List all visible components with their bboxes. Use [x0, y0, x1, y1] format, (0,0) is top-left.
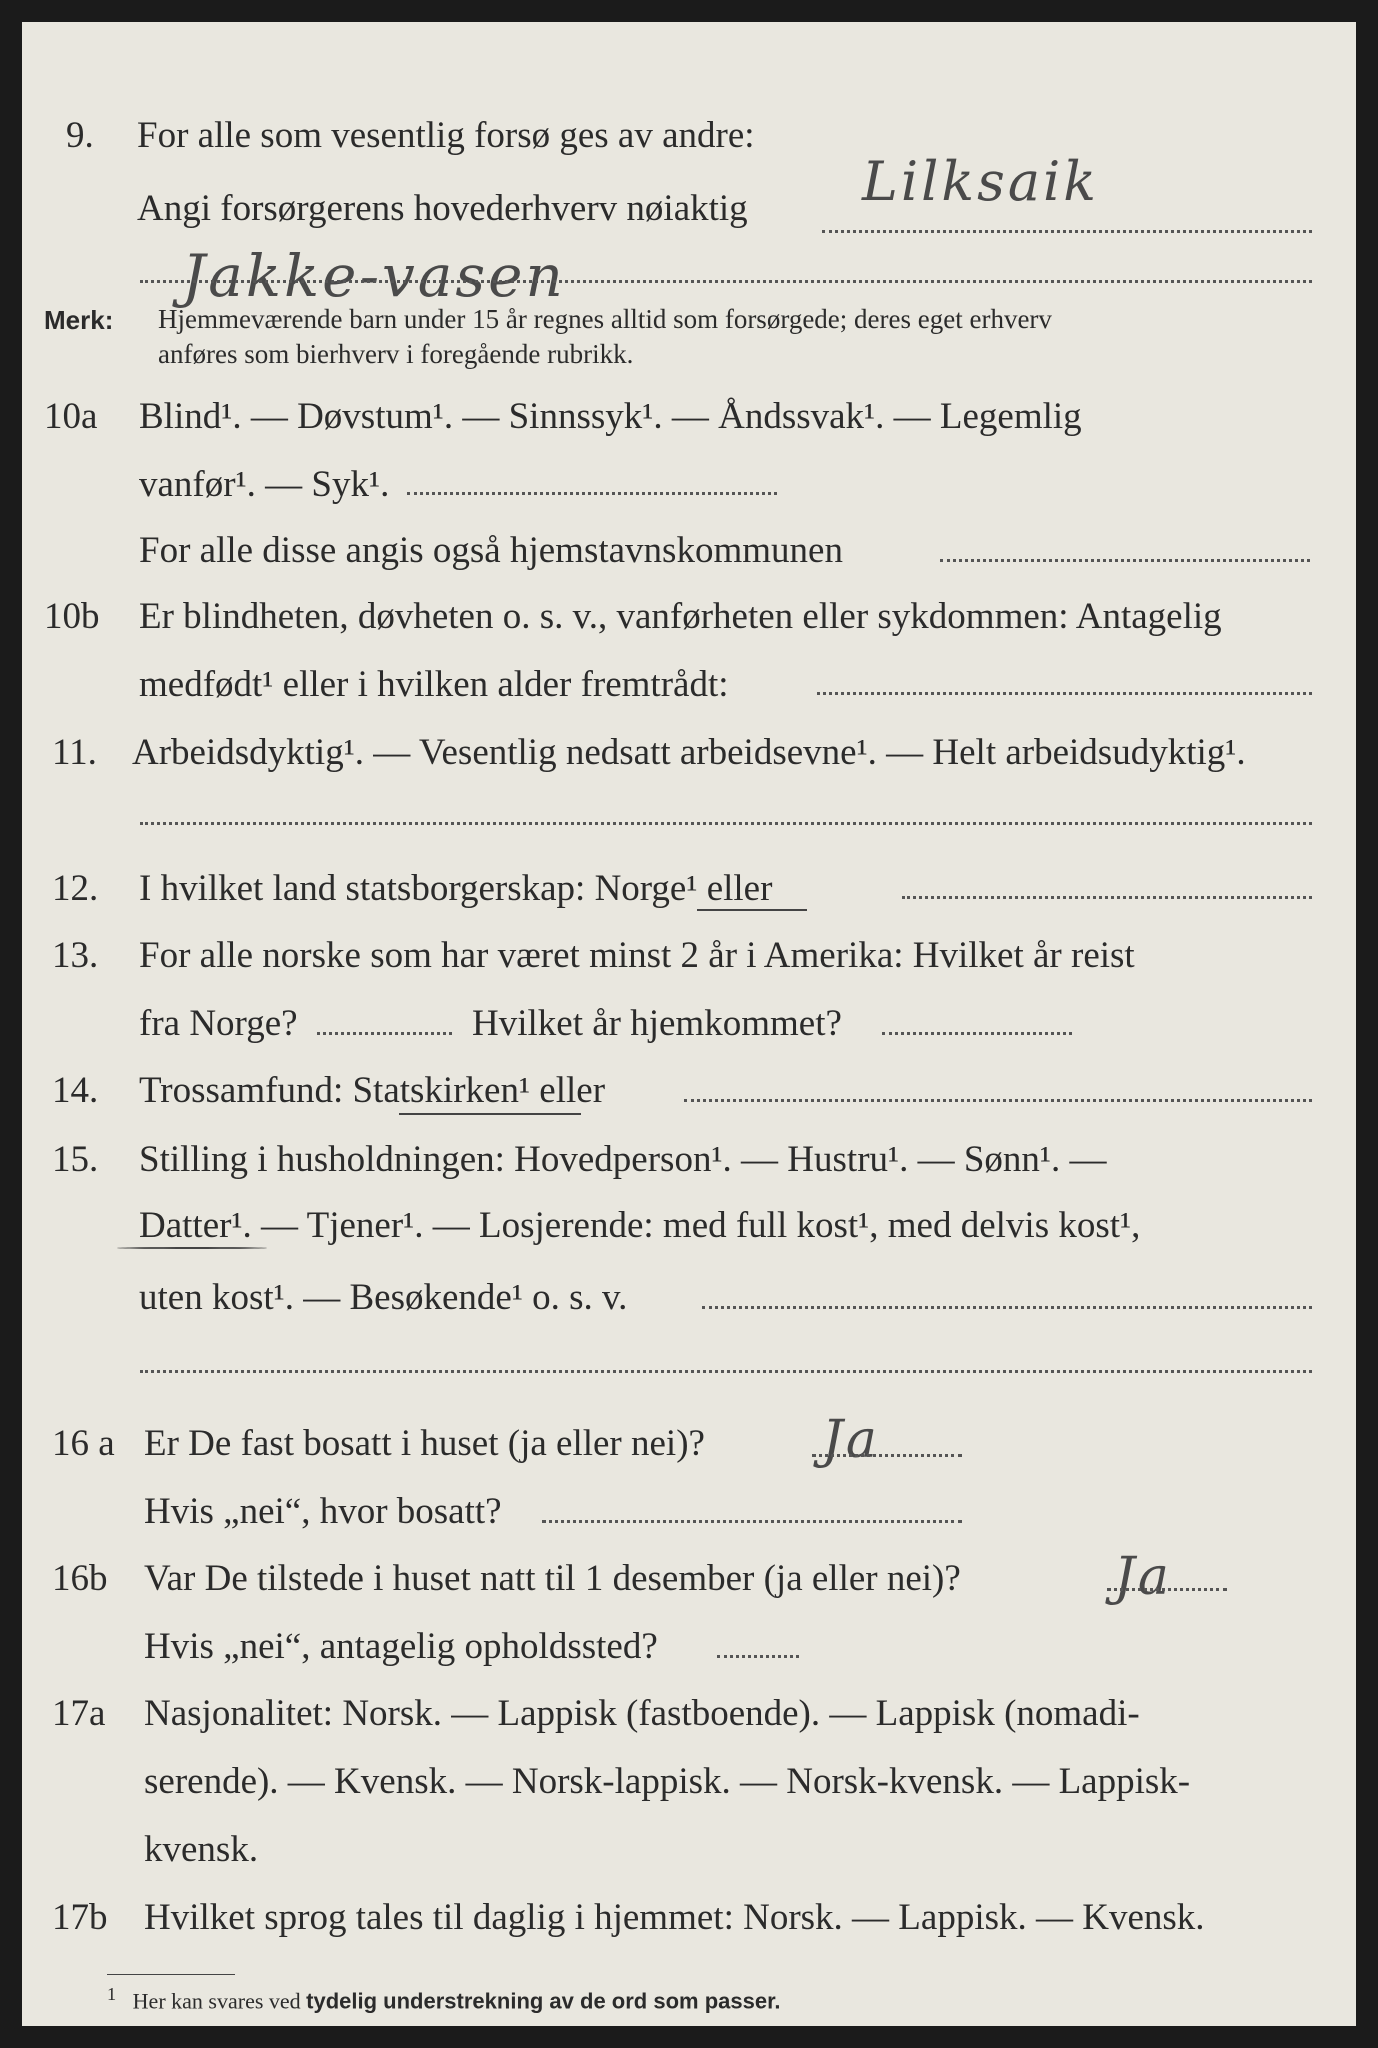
q16b-handwritten-answer: Ja [1114, 1547, 1172, 1607]
q15-line2: Datter¹. — Tjener¹. — Losjerende: med full kost¹, med delvis kost¹, [139, 1205, 1141, 1246]
q13-line2a: fra Norge? [139, 1003, 298, 1044]
q12-answer-line [902, 896, 1312, 899]
merk-label: Merk: [44, 305, 114, 335]
q9-handwritten-answer-b: Jakke-vasen [182, 242, 566, 310]
q12-number: 12. [52, 868, 99, 909]
q16b-line2: Hvis „nei“, antagelig opholdssted? [144, 1626, 658, 1667]
q9-question-line2: Angi forsørgerens hovederhverv nøiaktig [137, 188, 748, 229]
footnote-text-bold: tydelig understrekning av de ord som passer. [306, 1988, 781, 2014]
q11-line1: Arbeidsdyktig¹. — Vesentlig nedsatt arbeidsevne¹. — Helt arbeidsudyktig¹. [132, 732, 1246, 773]
merk-text-line2: anføres som bierhverv i foregående rubrikk. [158, 339, 634, 369]
q10b-answer-line [817, 692, 1312, 695]
q13-line2b: Hvilket år hjemkommet? [472, 1003, 842, 1044]
merk-text-line1: Hjemmeværende barn under 15 år regnes alltid som forsørgede; deres eget erhverv [158, 304, 1052, 334]
q16a-line2: Hvis „nei“, hvor bosatt? [144, 1491, 502, 1532]
q10b-line2: medfødt¹ eller i hvilken alder fremtrådt: [139, 664, 729, 705]
q11-number: 11. [52, 732, 97, 773]
q17b-line1: Hvilket sprog tales til daglig i hjemmet: Norsk. — Lappisk. — Kvensk. [144, 1897, 1205, 1938]
q10b-number: 10b [44, 596, 100, 637]
q16b-answer-line1 [1107, 1588, 1227, 1591]
q16a-line1: Er De fast bosatt i huset (ja eller nei)? [144, 1423, 705, 1464]
q12-line1: I hvilket land statsborgerskap: Norge¹ eller [139, 868, 773, 909]
census-form-page [22, 22, 1356, 2026]
q11-answer-line [140, 822, 1312, 825]
footnote-rule [107, 1974, 235, 1975]
q10a-line2: vanfør¹. — Syk¹. [139, 464, 390, 505]
q15-line3: uten kost¹. — Besøkende¹ o. s. v. [139, 1277, 628, 1318]
q13-line1: For alle norske som har været minst 2 år i Amerika: Hvilket år reist [139, 935, 1135, 976]
q9-question-line1: For alle som vesentlig forsø ges av andre: [137, 115, 755, 156]
q15-answer-line2 [140, 1370, 1312, 1373]
footnote-text-plain: Her kan svares ved [132, 1988, 301, 2014]
q16b-number: 16b [52, 1558, 108, 1599]
q10a-answer-line1 [407, 492, 777, 495]
q17a-number: 17a [52, 1693, 106, 1734]
q15-line1: Stilling i husholdningen: Hovedperson¹. — Hustru¹. — Sønn¹. — [139, 1139, 1107, 1180]
q16a-handwritten-answer: Ja [822, 1410, 880, 1470]
q13-number: 13. [52, 935, 99, 976]
q16b-line1: Var De tilstede i huset natt til 1 desember (ja eller nei)? [144, 1558, 961, 1599]
q13-hjemkommet-answer-line [882, 1032, 1072, 1035]
q14-line1: Trossamfund: Statskirken¹ eller [139, 1070, 606, 1111]
q17b-number: 17b [52, 1897, 108, 1938]
q16a-number: 16 a [52, 1423, 115, 1464]
q14-statskirken-underline [399, 1113, 581, 1115]
q9-handwritten-answer-a: Lilksaik [862, 150, 1100, 213]
footnote-mark: 1 [107, 1984, 117, 2004]
q10b-line1: Er blindheten, døvheten o. s. v., vanførheten eller sykdommen: Antagelig [139, 596, 1222, 637]
q15-answer-line1 [702, 1306, 1312, 1309]
q13-reist-answer-line [317, 1032, 452, 1035]
q14-answer-line [684, 1099, 1312, 1102]
q17a-line3: kvensk. [144, 1829, 259, 1870]
q10a-answer-line2 [940, 559, 1310, 562]
q10a-line1: Blind¹. — Døvstum¹. — Sinnssyk¹. — Åndssvak¹. — Legemlig [139, 396, 1082, 437]
q12-norge-underline [697, 909, 807, 911]
q14-number: 14. [52, 1070, 99, 1111]
q10a-line3: For alle disse angis også hjemstavnskommunen [139, 530, 843, 571]
footnote [107, 1984, 781, 2014]
q16b-answer-line2 [717, 1655, 799, 1658]
q15-datter-underline [117, 1247, 267, 1249]
q16a-answer-line2 [542, 1520, 962, 1523]
q9-answer-line2 [140, 280, 1312, 283]
q9-number: 9. [66, 115, 94, 156]
q10a-number: 10a [44, 396, 98, 437]
q9-answer-line1 [822, 230, 1312, 233]
q15-number: 15. [52, 1139, 99, 1180]
q16a-answer-line1 [812, 1454, 962, 1457]
q17a-line2: serende). — Kvensk. — Norsk-lappisk. — Norsk-kvensk. — Lappisk- [144, 1761, 1191, 1802]
q17a-line1: Nasjonalitet: Norsk. — Lappisk (fastboende). — Lappisk (nomadi- [144, 1693, 1140, 1734]
